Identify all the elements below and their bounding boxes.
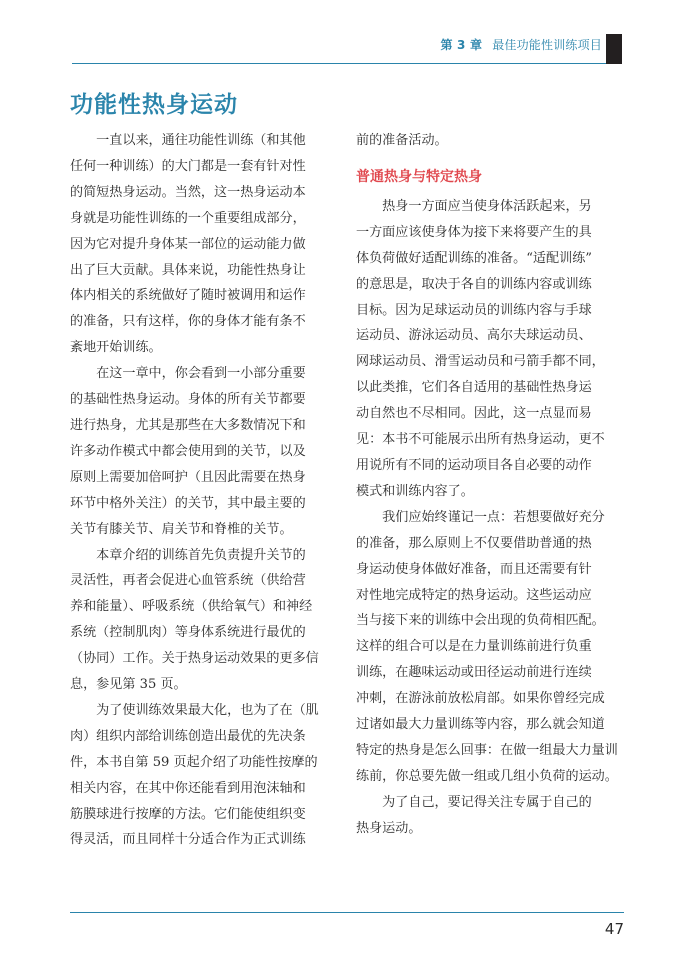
text-line: 身就是功能性训练的一个重要组成部分， bbox=[70, 210, 306, 226]
text-line: 灵活性，再者会促进心血管系统（供给营 bbox=[70, 573, 306, 589]
right-column-body bbox=[356, 194, 624, 842]
text-line: 养和能量）、呼吸系统（供给氧气）和神经 bbox=[70, 599, 313, 615]
text-line: 因为它对提升身体某一部位的运动能力做 bbox=[70, 236, 306, 252]
text-line: 训练，在趣味运动或田径运动前进行连续 bbox=[356, 665, 592, 681]
text-line: 网球运动员、滑雪运动员和弓箭手都不同， bbox=[356, 354, 605, 370]
text-line: 的准备，只有这样，你的身体才能有条不 bbox=[70, 314, 306, 330]
text-line: 许多动作模式中都会使用到的关节，以及 bbox=[70, 443, 306, 459]
text-line: 热身一方面应当使身体活跃起来，另 bbox=[356, 198, 592, 214]
text-line: 模式和训练内容了。 bbox=[356, 483, 474, 499]
text-line: 任何一种训练）的大门都是一套有针对性 bbox=[70, 158, 306, 174]
text-line: 的简短热身运动。当然，这一热身运动本 bbox=[70, 184, 306, 200]
text-line: 为了使训练效果最大化，也为了在（肌 bbox=[70, 702, 319, 718]
text-line: 一直以来，通往功能性训练（和其他 bbox=[70, 133, 306, 148]
text-line: 关节有膝关节、肩关节和脊椎的关节。 bbox=[70, 521, 293, 537]
text-line: 热身运动。 bbox=[356, 820, 422, 836]
text-line: 筋膜球进行按摩的方法。它们能使组织变 bbox=[70, 806, 306, 822]
text-line: 特定的热身是怎么回事：在做一组最大力量训 bbox=[356, 742, 618, 758]
text-line: 息，参见第 35 页。 bbox=[70, 677, 187, 693]
text-line: 运动员、游泳运动员、高尔夫球运动员、 bbox=[356, 328, 592, 344]
text-line: 环节中格外关注）的关节，其中最主要的 bbox=[70, 495, 306, 511]
text-line: 的准备，那么原则上不仅要借助普通的热 bbox=[356, 535, 592, 551]
text-line: 过诸如最大力量训练等内容，那么就会知道 bbox=[356, 717, 605, 733]
running-header bbox=[72, 34, 622, 64]
text-line: 当与接下来的训练中会出现的负荷相匹配。 bbox=[356, 613, 605, 629]
text-line: 得灵活，而且同样十分适合作为正式训练 bbox=[70, 832, 306, 848]
text-line: （协同）工作。关于热身运动效果的更多信 bbox=[70, 651, 319, 667]
text-line: 相关内容，在其中你还能看到用泡沫轴和 bbox=[70, 780, 306, 796]
right-column bbox=[356, 128, 624, 842]
text-line: 原则上需要加倍呵护（且因此需要在热身 bbox=[70, 469, 306, 485]
left-column bbox=[70, 128, 336, 853]
text-line: 对性地完成特定的热身运动。这些运动应 bbox=[356, 587, 592, 603]
running-header-text bbox=[440, 36, 602, 53]
text-line: 这样的组合可以是在力量训练前进行负重 bbox=[356, 639, 592, 655]
text-line: 出了巨大贡献。具体来说，功能性热身让 bbox=[70, 262, 306, 278]
text-line: 冲刺，在游泳前放松肩部。如果你曾经完成 bbox=[356, 691, 605, 707]
text-line: 本章介绍的训练首先负责提升关节的 bbox=[70, 547, 306, 563]
text-line: 进行热身，尤其是那些在大多数情况下和 bbox=[70, 417, 306, 433]
page-number: 47 bbox=[604, 920, 624, 938]
header-divider bbox=[72, 63, 606, 64]
text-line: 件，本书自第 59 页起介绍了功能性按摩的 bbox=[70, 754, 318, 770]
text-line: 紊地开始训练。 bbox=[70, 340, 162, 356]
text-line: 以此类推，它们各自适用的基础性热身运 bbox=[356, 380, 592, 396]
text-line: 动自然也不尽相同。因此，这一点显而易 bbox=[356, 406, 592, 422]
text-line: 一方面应该使身体为接下来将要产生的具 bbox=[356, 224, 592, 240]
footer-divider bbox=[70, 912, 624, 913]
text-line: 体内相关的系统做好了随时被调用和运作 bbox=[70, 288, 306, 304]
text-line: 身运动使身体做好准备，而且还需要有针 bbox=[356, 561, 592, 577]
text-line: 的基础性热身运动。身体的所有关节都要 bbox=[70, 392, 306, 408]
text-line: 用说所有不同的运动项目各自必要的动作 bbox=[356, 457, 592, 473]
text-line: 目标。因为足球运动员的训练内容与手球 bbox=[356, 302, 592, 318]
text-line: 肉）组织内部给训练创造出最优的先决条 bbox=[70, 728, 306, 744]
text-line: 在这一章中，你会看到一小部分重要 bbox=[70, 366, 306, 382]
text-line: 的意思是，取决于各自的训练内容或训练 bbox=[356, 276, 592, 292]
chapter-tab-marker bbox=[606, 34, 622, 64]
chapter-label: 第 3 章 bbox=[440, 38, 483, 52]
chapter-title: 最佳功能性训练项目 bbox=[492, 38, 602, 52]
page-title: 功能性热身运动 bbox=[70, 92, 238, 118]
text-line: 为了自己，要记得关注专属于自己的 bbox=[356, 794, 592, 810]
text-line: 前的准备活动。 bbox=[356, 133, 448, 148]
text-line: 体负荷做好适配训练的准备。“适配训练” bbox=[356, 250, 592, 266]
text-line: 练前，你总要先做一组或几组小负荷的运动。 bbox=[356, 768, 618, 784]
text-line: 系统（控制肌肉）等身体系统进行最优的 bbox=[70, 625, 306, 641]
section-heading: 普通热身与特定热身 bbox=[356, 168, 482, 185]
text-line: 我们应始终谨记一点：若想要做好充分 bbox=[356, 509, 605, 525]
text-line: 见：本书不可能展示出所有热身运动，更不 bbox=[356, 432, 605, 448]
right-column-intro bbox=[356, 128, 624, 154]
